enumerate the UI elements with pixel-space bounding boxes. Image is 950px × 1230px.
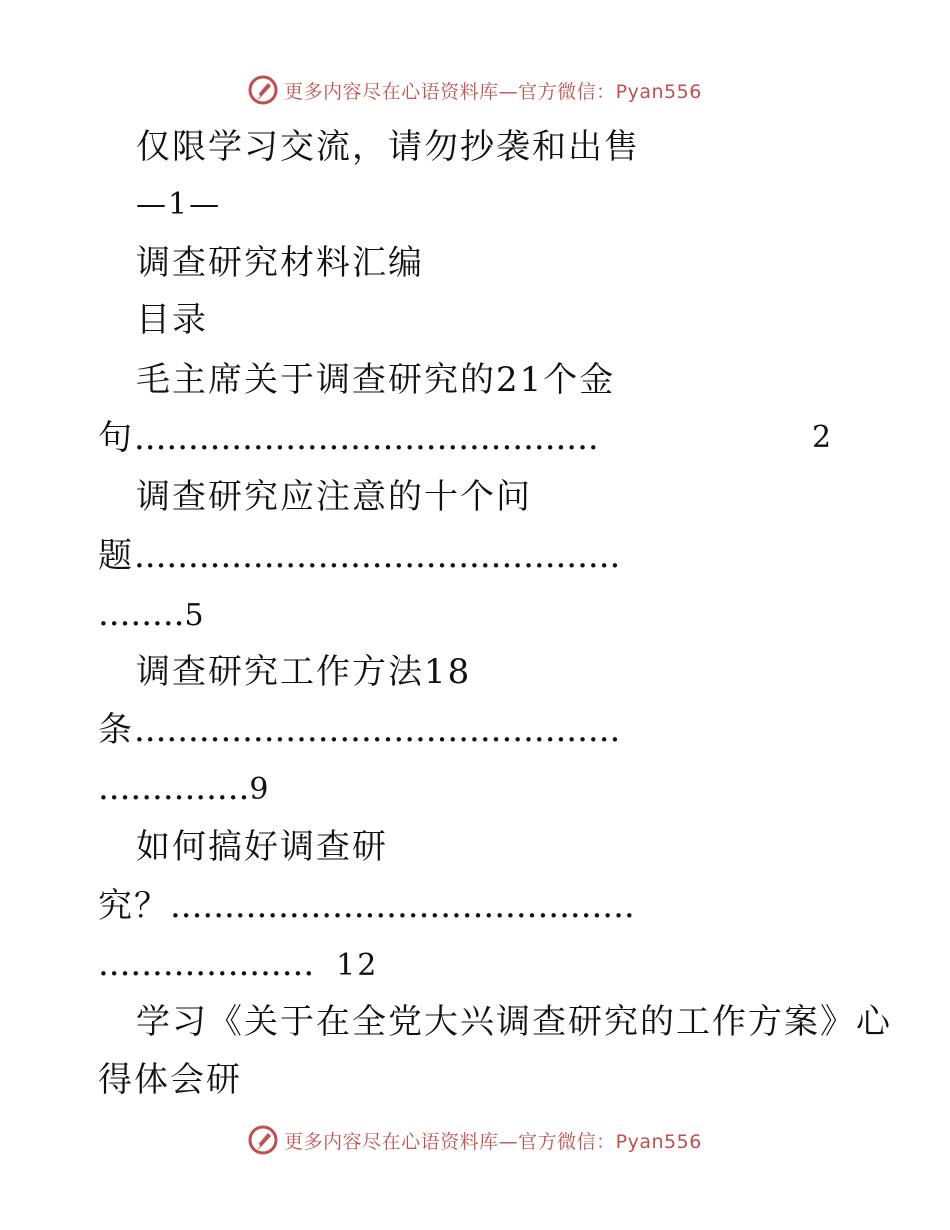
toc-entry-1-leader	[98, 418, 599, 458]
toc-entry-2-page: 5	[184, 598, 206, 633]
toc-entry-2-leader-cont	[98, 594, 206, 636]
pen-logo-icon	[248, 75, 278, 105]
watermark-banner-bottom	[0, 1120, 950, 1160]
toc-entry-4-title-end: 究？	[98, 886, 170, 926]
toc-entry-4-dots: ...........................................	[170, 886, 635, 926]
toc-entry-1-title-end: 句	[98, 418, 134, 458]
toc-entry-5-title-cont: 得体会研	[98, 1060, 242, 1100]
toc-entry-4-leader	[98, 886, 635, 926]
toc-entry-5-title: 学习《关于在全党大兴调查研究的工作方案》心	[136, 1002, 892, 1042]
toc-entry-2-leader	[98, 536, 620, 576]
doc-title: 调查研究材料汇编	[136, 243, 424, 283]
toc-entry-4-dots-cont: ....................	[98, 944, 315, 984]
toc-entry-2-dots: .............................................	[134, 536, 621, 576]
toc-entry-1-page: 2	[812, 420, 832, 455]
pen-logo-icon	[248, 1125, 278, 1155]
toc-entry-4-page: 12	[336, 948, 379, 983]
toc-entry-3-leader	[98, 710, 620, 750]
toc-entry-3-title-end: 条	[98, 710, 134, 750]
toc-entry-1-dots: ...........................................	[134, 418, 599, 458]
toc-entry-3-title: 调查研究工作方法18	[136, 652, 472, 692]
toc-entry-3-dots-cont: ..............	[98, 768, 250, 808]
toc-entry-1-title: 毛主席关于调查研究的21个金	[136, 360, 616, 400]
toc-entry-2-title: 调查研究应注意的十个问	[136, 477, 532, 517]
toc-entry-4-leader-cont	[98, 944, 378, 986]
watermark-banner-top	[0, 70, 950, 110]
toc-entry-3-dots: .............................................	[134, 710, 621, 750]
toc-entry-3-leader-cont	[98, 768, 270, 810]
toc-entry-2-dots-cont: ........	[98, 594, 185, 634]
toc-entry-2-title-end: 题	[98, 536, 134, 576]
toc-entry-4-title: 如何搞好调查研	[136, 827, 388, 867]
toc-heading: 目录	[136, 300, 208, 340]
toc-entry-3-page: 9	[249, 772, 271, 807]
page-number: —1—	[136, 187, 222, 222]
header-note: 仅限学习交流，请勿抄袭和出售	[136, 127, 640, 167]
watermark-text: 更多内容尽在心语资料库—官方微信：Pyan556	[284, 1130, 702, 1153]
watermark-text: 更多内容尽在心语资料库—官方微信：Pyan556	[284, 80, 702, 103]
